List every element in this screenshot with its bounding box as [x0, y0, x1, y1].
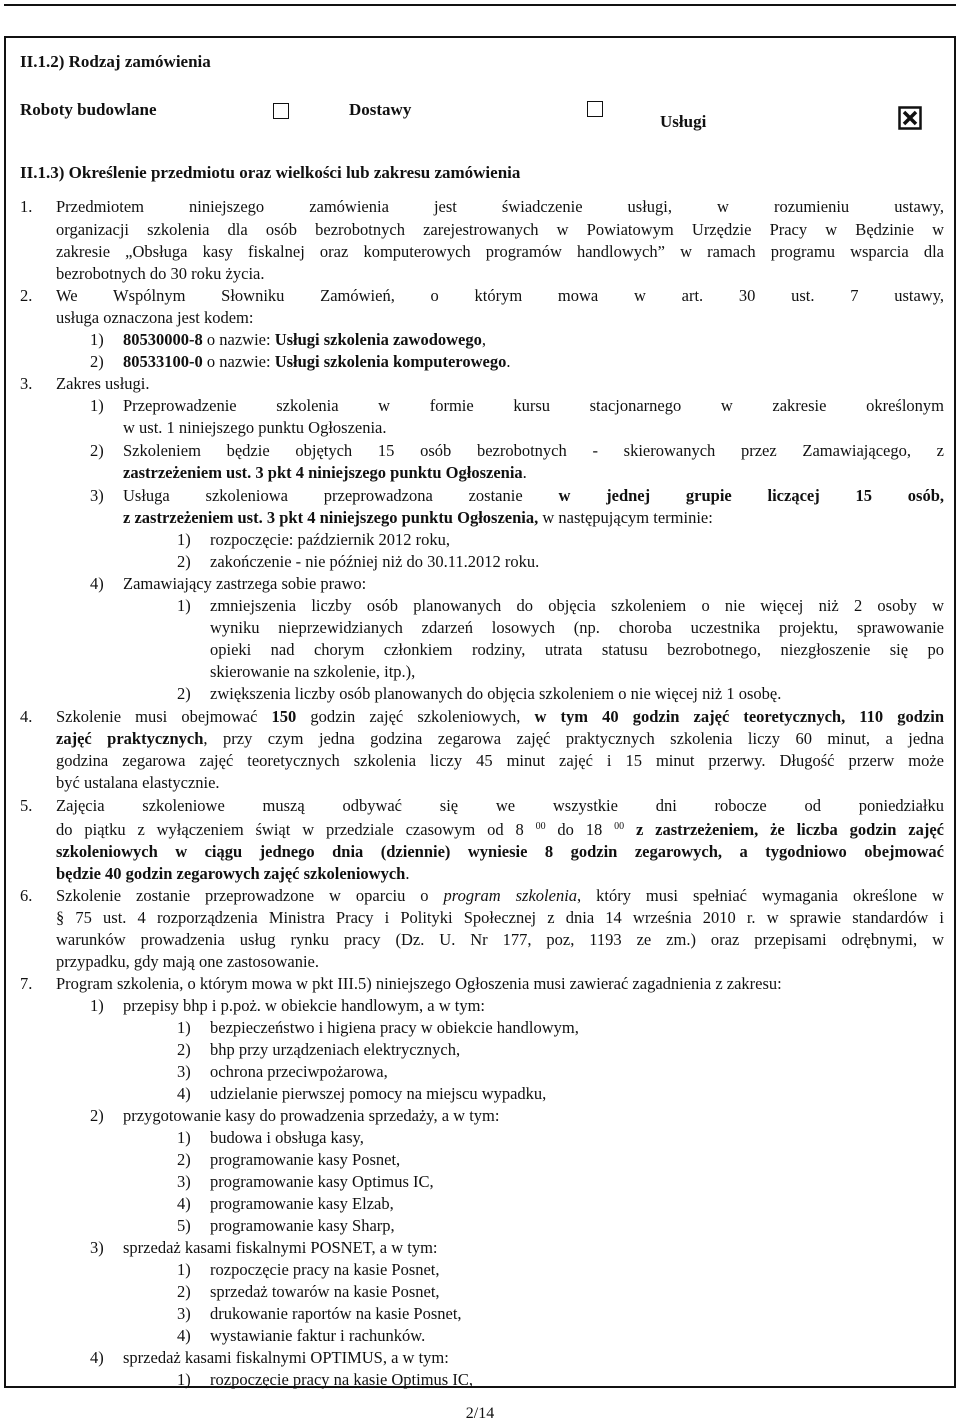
- point-1-line-4: bezrobotnych do 30 roku życia.: [56, 264, 265, 283]
- scope-2-line-2-bold: zastrzeżeniem ust. 3 pkt 4 niniejszego punktu Ogłoszenia: [123, 463, 523, 482]
- point-5-sup-1: 00: [535, 821, 546, 832]
- point-5-l4-end: .: [405, 864, 410, 883]
- topic-3-number: 3): [90, 1238, 104, 1257]
- topic-3-item-text: rozpoczęcie pracy na kasie Posnet,: [210, 1260, 440, 1279]
- right-1-line-1: zmniejszenia liczby osób planowanych do objęcia szkoleniem o nie więcej niż 2 osoby w: [210, 596, 944, 615]
- point-1-line-2: organizacji szkolenia dla osób bezrobotnych zarejestrowanych w Powiatowym Urzędzie Pracy w Będzinie w: [56, 220, 944, 239]
- point-6-l1b: program szkolenia: [443, 886, 578, 905]
- point-5-l2a: do piątku z wyłączeniem świąt w przedziale czasowym od 8: [56, 820, 536, 839]
- code-1-end: ,: [481, 330, 486, 349]
- point-5-sup-2: 00: [614, 821, 625, 832]
- topic-3-item-text: drukowanie raportów na kasie Posnet,: [210, 1304, 462, 1323]
- point-4-number: 4.: [20, 707, 33, 726]
- type-services-checkbox-checked[interactable]: [898, 106, 922, 130]
- type-services-label: Usługi: [660, 112, 707, 131]
- topic-4-item-text: rozpoczęcie pracy na kasie Optimus IC,: [210, 1370, 473, 1389]
- code-1-name: Usługi szkolenia zawodowego: [274, 330, 482, 349]
- point-4-l2b: , przy czym jedna godzina zegarowa zajęć praktycznych szkolenia liczy 60 minut, a jedna: [203, 729, 944, 748]
- point-5-l2c: z zastrzeżeniem, że liczba godzin zajęć: [624, 820, 944, 839]
- point-4-line-2: [56, 728, 944, 750]
- type-supplies-label: Dostawy: [349, 100, 412, 119]
- scope-3-line-2-bold: z zastrzeżeniem ust. 3 pkt 4 niniejszego punktu Ogłoszenia,: [123, 508, 539, 527]
- point-4-l1c: godzin zajęć szkoleniowych,: [296, 707, 535, 726]
- topic-1-item-text: bhp przy urządzeniach elektrycznych,: [210, 1040, 461, 1059]
- right-1-line-3: opieki nad chorym członkiem rodziny, utrata statusu bezrobotnego, niezgłoszenie się po: [210, 640, 944, 659]
- topic-2-title: przygotowanie kasy do prowadzenia sprzedaży, a w tym:: [123, 1106, 500, 1125]
- point-5-l2b: do 18: [545, 820, 615, 839]
- topic-3-item-text: sprzedaż towarów na kasie Posnet,: [210, 1282, 440, 1301]
- code-1-value: 80530000-8: [123, 330, 203, 349]
- scope-4-title: Zamawiający zastrzega sobie prawo:: [123, 574, 367, 593]
- code-1-line: [123, 329, 486, 351]
- scope-2-line-2-end: .: [522, 463, 527, 482]
- topic-2-item-text: programowanie kasy Posnet,: [210, 1150, 401, 1169]
- point-2-line-1: We Wspólnym Słowniku Zamówień, o którym mowa w art. 30 ust. 7 ustawy,: [56, 286, 944, 305]
- point-4-l1b: 150: [271, 707, 297, 726]
- point-6-line-2: § 75 ust. 4 rozporządzenia Ministra Pracy i Polityki Społecznej z dnia 14 września 2010 r. w sprawie standardów i: [56, 908, 944, 927]
- code-1-number: 1): [90, 330, 104, 349]
- point-6-number: 6.: [20, 886, 33, 905]
- topic-1-item-number: 2): [177, 1040, 191, 1059]
- point-3-title: Zakres usługi.: [56, 374, 150, 393]
- scope-1-number: 1): [90, 396, 104, 415]
- scope-3-line-1-text: Usługa szkoleniowa przeprowadzona zostanie: [123, 486, 523, 505]
- scope-2-line-1: Szkoleniem będzie objętych 15 osób bezrobotnych - skierowanych przez Zamawiającego, z: [123, 441, 944, 460]
- topic-3-title: sprzedaż kasami fiskalnymi POSNET, a w tym:: [123, 1238, 438, 1257]
- scope-3-number: 3): [90, 486, 104, 505]
- topic-2-number: 2): [90, 1106, 104, 1125]
- scope-1-line-1: Przeprowadzenie szkolenia w formie kursu stacjonarnego w zakresie określonym: [123, 396, 944, 415]
- top-rule: [4, 4, 956, 6]
- code-2-name: Usługi szkolenia komputerowego: [274, 352, 507, 371]
- topic-2-item-number: 2): [177, 1150, 191, 1169]
- type-works-label: Roboty budowlane: [20, 100, 157, 119]
- topic-1-item-text: bezpieczeństwo i higiena pracy w obiekcie handlowym,: [210, 1018, 579, 1037]
- scope-1-line-2: w ust. 1 niniejszego punktu Ogłoszenia.: [123, 418, 387, 437]
- term-1-text: rozpoczęcie: październik 2012 roku,: [210, 530, 451, 549]
- topic-3-item-number: 1): [177, 1260, 191, 1279]
- topic-1-title: przepisy bhp i p.poż. w obiekcie handlowym, a w tym:: [123, 996, 486, 1015]
- point-5-line-4: [56, 863, 409, 885]
- page-number: 2/14: [465, 1405, 495, 1422]
- topic-2-item-number: 5): [177, 1216, 191, 1235]
- scope-3-line-2-text: w następującym terminie:: [538, 508, 713, 527]
- topic-4-item-number: 1): [177, 1370, 191, 1389]
- point-6-line-3: warunków prowadzenia usług rynku pracy (Dz. U. Nr 177, poz, 1193 ze zm.) oraz przepisami odrębnymi, w: [56, 930, 944, 949]
- topic-3-item-number: 2): [177, 1282, 191, 1301]
- point-4-l1d: w tym 40 godzin zajęć teoretycznych, 110 godzin: [534, 707, 945, 726]
- point-4-l2a: zajęć praktycznych: [56, 729, 204, 748]
- term-2-number: 2): [177, 552, 191, 571]
- topic-4-title: sprzedaż kasami fiskalnymi OPTIMUS, a w tym:: [123, 1348, 449, 1367]
- point-6-line-4: przypadku, gdy mają one zastosowanie.: [56, 952, 320, 971]
- topic-1-number: 1): [90, 996, 104, 1015]
- topic-2-item-number: 4): [177, 1194, 191, 1213]
- topic-1-item-text: ochrona przeciwpożarowa,: [210, 1062, 388, 1081]
- point-7-line-1: Program szkolenia, o którym mowa w pkt III.5) niniejszego Ogłoszenia musi zawierać zagadnienia z zakresu:: [56, 974, 782, 993]
- scope-2-line-2: [123, 462, 527, 484]
- scope-2-number: 2): [90, 441, 104, 460]
- point-5-number: 5.: [20, 796, 33, 815]
- topic-2-item-text: budowa i obsługa kasy,: [210, 1128, 364, 1147]
- point-1-line-1: Przedmiotem niniejszego zamówienia jest świadczenie usługi, w rozumieniu ustawy,: [56, 197, 944, 216]
- topic-1-item-number: 3): [177, 1062, 191, 1081]
- code-2-number: 2): [90, 352, 104, 371]
- topic-1-item-number: 1): [177, 1018, 191, 1037]
- right-1-line-4: skierowanie na szkolenie, itp.),: [210, 662, 416, 681]
- topic-3-item-number: 4): [177, 1326, 191, 1345]
- point-1-line-3: zakresie „Obsługa kasy fiskalnej oraz komputerowych programów handlowych” w ramach programu wsparcia dla: [56, 242, 944, 261]
- point-1-number: 1.: [20, 197, 33, 216]
- type-works-checkbox[interactable]: [273, 103, 289, 119]
- point-6-l1c: , który musi spełniać wymagania określone w: [577, 886, 944, 905]
- topic-2-item-number: 3): [177, 1172, 191, 1191]
- point-4-line-4: być ustalana elastycznie.: [56, 773, 220, 792]
- type-supplies-checkbox[interactable]: [587, 101, 603, 117]
- point-4-l1a: Szkolenie musi obejmować: [56, 707, 272, 726]
- term-2-text: zakończenie - nie później niż do 30.11.2012 roku.: [210, 552, 540, 571]
- right-2-text: zwiększenia liczby osób planowanych do objęcia szkoleniem o nie więcej niż 1 osobę.: [210, 684, 782, 703]
- scope-3-line-1: [123, 485, 944, 507]
- topic-2-item-number: 1): [177, 1128, 191, 1147]
- point-5-line-1: Zajęcia szkoleniowe muszą odbywać się we wszystkie dni robocze od poniedziałku: [56, 796, 944, 815]
- point-4-line-3: godzina zegarowa zajęć teoretycznych szkolenia liczy 45 minut zajęć i 15 minut przerwy. Długość przerw może: [56, 751, 944, 770]
- topic-4-number: 4): [90, 1348, 104, 1367]
- code-1-mid: o nazwie:: [202, 330, 275, 349]
- section-heading-type: II.1.2) Rodzaj zamówienia: [20, 52, 211, 71]
- section-heading-subject: II.1.3) Określenie przedmiotu oraz wielkości lub zakresu zamówienia: [20, 163, 521, 182]
- code-2-mid: o nazwie:: [202, 352, 275, 371]
- topic-2-item-text: programowanie kasy Sharp,: [210, 1216, 395, 1235]
- topic-3-item-text: wystawianie faktur i rachunków.: [210, 1326, 426, 1345]
- point-6-line-1: [56, 885, 944, 907]
- topic-1-item-text: udzielanie pierwszej pomocy na miejscu wypadku,: [210, 1084, 547, 1103]
- topic-3-item-number: 3): [177, 1304, 191, 1323]
- point-3-number: 3.: [20, 374, 33, 393]
- topic-1-item-number: 4): [177, 1084, 191, 1103]
- point-5-line-2: [56, 819, 944, 841]
- point-2-number: 2.: [20, 286, 33, 305]
- topic-2-item-text: programowanie kasy Optimus IC,: [210, 1172, 434, 1191]
- point-5-l4-bold: będzie 40 godzin zegarowych zajęć szkoleniowych: [56, 864, 406, 883]
- point-2-line-2: usługa oznaczona jest kodem:: [56, 308, 254, 327]
- scope-3-line-2: [123, 507, 713, 529]
- topic-2-item-text: programowanie kasy Elzab,: [210, 1194, 394, 1213]
- scope-4-number: 4): [90, 574, 104, 593]
- term-1-number: 1): [177, 530, 191, 549]
- point-4-line-1: [56, 706, 944, 728]
- right-2-number: 2): [177, 684, 191, 703]
- code-2-value: 80533100-0: [123, 352, 203, 371]
- right-1-line-2: wyniku nieprzewidzianych zdarzeń losowych (np. choroba uczestnika projektu, sprawowanie: [210, 618, 944, 637]
- point-5-line-3: szkoleniowych w ciągu jednego dnia (dziennie) wyniesie 8 godzin zegarowych, a tygodniowo obejmować: [56, 842, 944, 861]
- code-2-line: [123, 351, 510, 373]
- scope-3-line-1-bold: w jednej grupie liczącej 15 osób,: [558, 486, 945, 505]
- point-6-l1a: Szkolenie zostanie przeprowadzone w oparciu o: [56, 886, 444, 905]
- point-7-number: 7.: [20, 974, 33, 993]
- code-2-end: .: [506, 352, 511, 371]
- right-1-number: 1): [177, 596, 191, 615]
